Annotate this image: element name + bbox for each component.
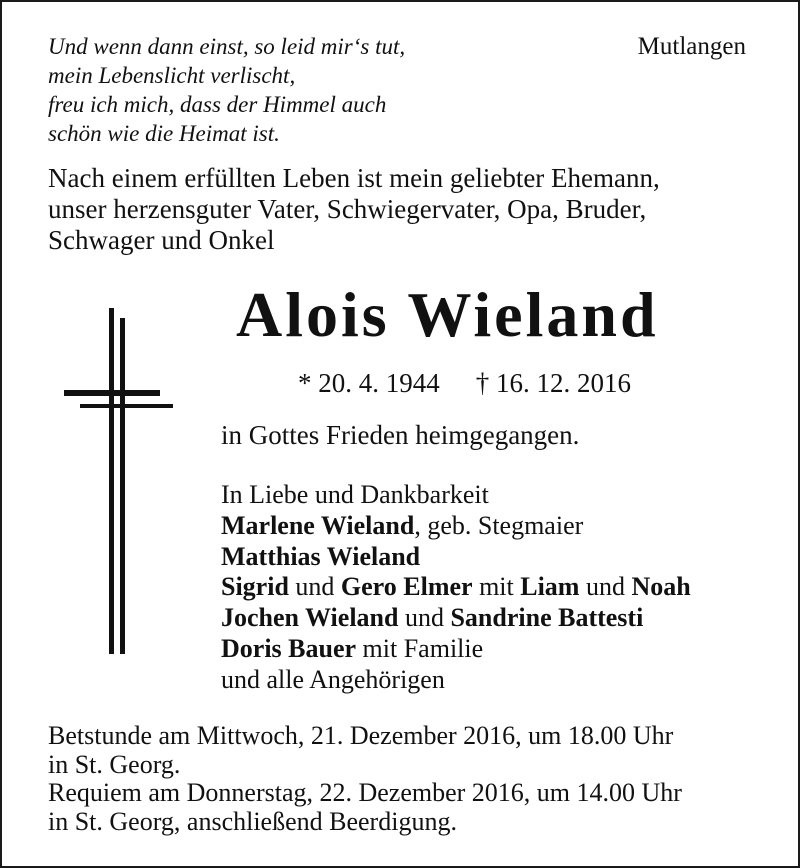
peace-line: in Gottes Frieden heimgegangen. — [221, 420, 580, 450]
mourner-line — [221, 603, 691, 634]
mourner-name: Liam — [520, 572, 580, 602]
poem — [48, 32, 568, 148]
service-line: in St. Georg. — [48, 749, 181, 779]
intro-line: Schwager und Onkel — [48, 225, 275, 255]
deceased-name: Alois Wieland — [236, 279, 659, 350]
mourners-closing: und alle Angehörigen — [221, 664, 445, 694]
location: Mutlangen — [637, 33, 746, 60]
mourner-detail: , geb. Stegmaier — [414, 510, 584, 540]
mourner-detail: mit Familie — [356, 633, 484, 663]
mourner-name: Doris Bauer — [221, 633, 357, 663]
intro-line: unser herzensguter Vater, Schwiegervater, Opa, Bruder, — [48, 194, 647, 224]
mourner-connector: und — [288, 572, 341, 602]
mourner-name: Marlene Wieland — [221, 510, 415, 540]
mourner-name: Sandrine Battesti — [450, 603, 644, 633]
mourner-line — [221, 511, 691, 542]
service-line: Betstunde am Mittwoch, 21. Dezember 2016, um 18.00 Uhr — [48, 721, 674, 750]
service-info — [48, 722, 682, 836]
poem-line: Und wenn dann einst, so leid mir‘s tut, — [48, 34, 406, 59]
mourner-name: Jochen Wieland — [221, 603, 399, 633]
mourner-line — [221, 542, 691, 573]
intro-line: Nach einem erfüllten Leben ist mein geliebter Ehemann, — [48, 163, 660, 193]
mourner-connector: und — [579, 572, 632, 602]
mourner-name: Gero Elmer — [340, 572, 473, 602]
poem-line: schön wie die Heimat ist. — [48, 121, 280, 146]
poem-line: mein Lebenslicht verlischt, — [48, 63, 296, 88]
poem-line: freu ich mich, dass der Himmel auch — [48, 92, 387, 117]
mourners-list — [221, 480, 691, 696]
mourner-line — [221, 634, 691, 665]
cross-icon — [64, 308, 176, 659]
service-line: in St. Georg, anschließend Beerdigung. — [48, 806, 457, 836]
birth-date: * 20. 4. 1944 — [298, 368, 440, 398]
death-date: † 16. 12. 2016 — [475, 368, 631, 398]
intro-text — [48, 163, 768, 256]
service-line: Requiem am Donnerstag, 22. Dezember 2016, um 14.00 Uhr — [48, 778, 682, 807]
mourner-line — [221, 572, 691, 603]
mourner-name: Matthias Wieland — [221, 541, 421, 571]
mourner-name: Noah — [631, 572, 691, 602]
mourner-name: Sigrid — [221, 572, 289, 602]
life-dates — [298, 368, 631, 399]
mourners-intro: In Liebe und Dankbarkeit — [221, 480, 489, 509]
mourner-connector: und — [398, 603, 451, 633]
mourner-connector: mit — [472, 572, 521, 602]
